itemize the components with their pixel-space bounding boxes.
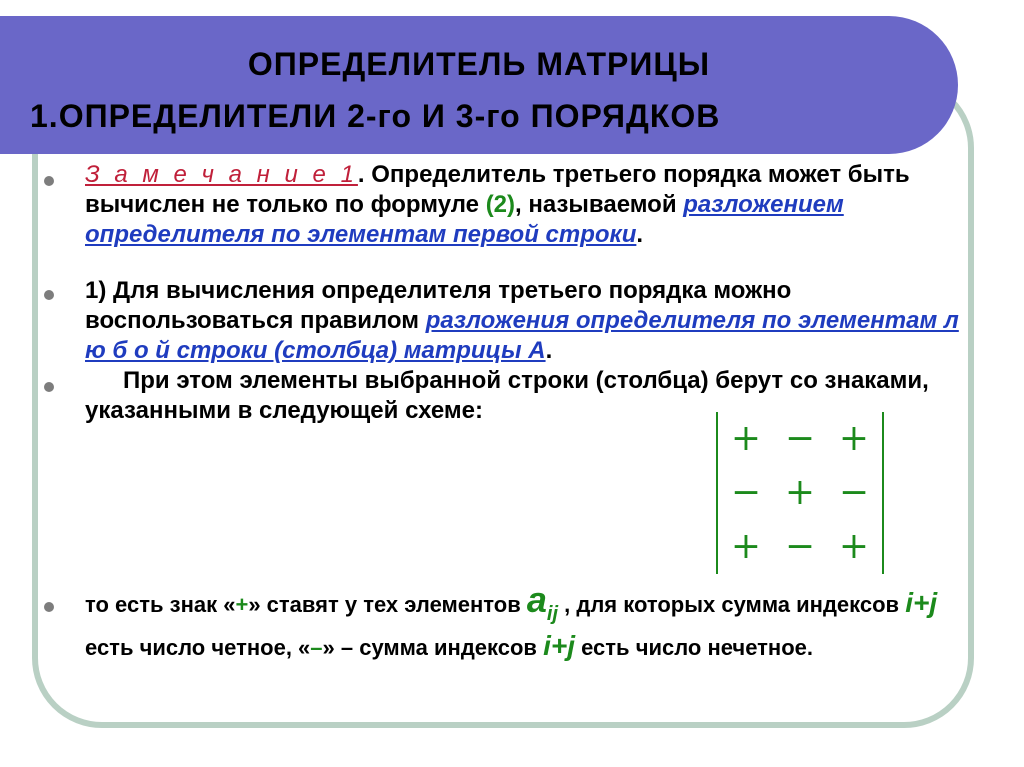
sign-cell: +: [838, 526, 870, 567]
rule-end: .: [545, 337, 553, 364]
bullet-2: [44, 290, 54, 300]
conclusion-text: , для которых сумма индексов: [558, 592, 906, 617]
sign-cell: +: [730, 526, 762, 567]
conclusion-text: » ставят у тех элементов: [248, 592, 527, 617]
conclusion-text: есть число нечетное.: [574, 635, 813, 660]
conclusion-text: есть число четное, «: [85, 635, 311, 660]
conclusion-text: то есть знак «: [85, 592, 236, 617]
element-index-ij: ij: [546, 603, 559, 625]
element-a: a: [526, 579, 547, 620]
slide-title: ОПРЕДЕЛИТЕЛЬ МАТРИЦЫ: [247, 46, 711, 82]
remark-text-2: , называемой: [515, 191, 684, 218]
remark-text: . Определитель третьего порядка может быть вычислен не только по формуле: [85, 161, 910, 218]
paragraph-rule: [85, 276, 965, 366]
bullet-4: [44, 602, 54, 612]
sign-cell: +: [838, 418, 870, 459]
sign-cell: +: [784, 472, 816, 513]
sign-cell: +: [730, 418, 762, 459]
term-expansion-any-row: разложения определителя по элементам л ю б о й строки (столбца) матрицы А: [85, 307, 959, 364]
remark-label: З а м е ч а н и е 1: [85, 161, 358, 188]
paragraph-signs: При этом элементы выбранной строки (столбца) берут со знаками, указанными в следующей схеме:: [85, 367, 929, 424]
sign-matrix: [716, 412, 884, 574]
formula-ref: (2): [485, 191, 516, 218]
sign-cell: −: [838, 472, 870, 513]
rule-text: 1) Для вычисления определителя третьего порядка можно воспользоваться правилом: [85, 277, 792, 334]
sign-cell: −: [784, 418, 816, 459]
term-expansion-first-row: разложением определителя по элементам первой строки: [85, 191, 844, 248]
paragraph-conclusion: [85, 579, 945, 664]
remark-end: .: [636, 221, 644, 248]
sign-cell: −: [784, 526, 816, 567]
sign-cell: −: [730, 472, 762, 513]
index-sum: i+j: [905, 587, 938, 618]
minus-sign: –: [310, 635, 323, 660]
bullet-1: [44, 176, 54, 186]
index-sum: i+j: [543, 630, 575, 661]
title-bar: [0, 16, 958, 154]
conclusion-text: » – сумма индексов: [322, 635, 544, 660]
slide-subtitle: 1.ОПРЕДЕЛИТЕЛИ 2-го И 3-го ПОРЯДКОВ: [30, 98, 721, 134]
paragraph-remark: [85, 160, 965, 250]
plus-sign: +: [235, 592, 249, 617]
bullet-3: [44, 382, 54, 392]
